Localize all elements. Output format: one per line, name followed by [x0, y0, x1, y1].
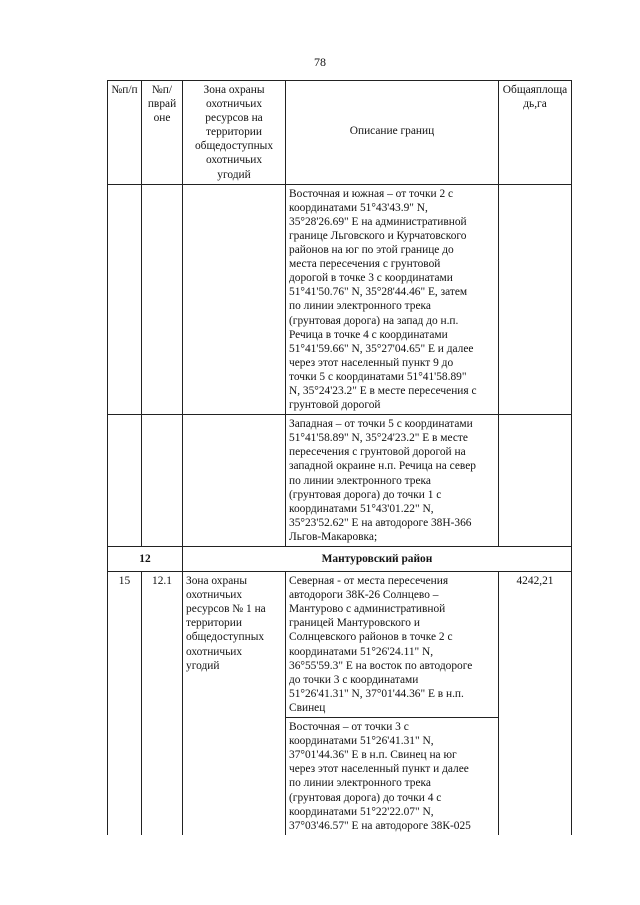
text-line: Мантурово с административной — [289, 603, 446, 616]
text-line: через этот населенный пункт и далее — [289, 763, 469, 776]
text-line: 36°55'59.3" Е на восток по автодороге — [289, 659, 473, 672]
cell-zone — [183, 184, 286, 415]
cell-area — [499, 184, 572, 415]
text-line: Западная – от точки 5 с координатами — [289, 418, 473, 431]
east-south-boundary-description — [286, 184, 499, 415]
text-line: (грунтовая дорога) на запад до н.п. — [289, 314, 459, 327]
entry-area: 4242,21 — [499, 572, 572, 718]
text-line: границе Льговского и Курчатовского — [289, 229, 467, 242]
text-line: (грунтовая дорога) до точки 4 с — [289, 791, 442, 804]
text-line: по линии электронного трека — [289, 777, 431, 790]
text-line: га — [537, 98, 547, 111]
text-line: 35°23'52.62" Е на автодороге 38Н-366 — [289, 516, 472, 529]
entry-number: 15 — [108, 572, 142, 718]
table-row — [108, 718, 572, 835]
text-line: № — [151, 84, 163, 96]
text-line: ресурсов № 1 на — [186, 603, 266, 616]
text-line: в — [153, 98, 160, 111]
text-line: площадь, — [523, 84, 568, 111]
entry-number-in-region: 12.1 — [142, 572, 183, 718]
region-row — [108, 547, 572, 572]
text-line: районе — [153, 98, 177, 125]
cell-number-in-region — [142, 415, 183, 547]
cell-zone — [183, 718, 286, 835]
text-line: Общая — [502, 84, 536, 96]
cell-area — [499, 718, 572, 835]
text-line: охотничьих — [186, 645, 243, 658]
text-line: районов на юг по этой границе до — [289, 244, 454, 257]
text-line: п/п — [147, 84, 173, 111]
text-line: Солнцевского районов в точке 2 с — [289, 631, 453, 644]
text-line: автодороги 38К-26 Солнцево – — [289, 589, 439, 602]
header-col-area — [499, 81, 572, 185]
text-line: по линии электронного трека — [289, 474, 431, 487]
text-line: точки 5 с координатами 51°41'58.89" — [289, 370, 467, 383]
header-description-label: Описание границ — [349, 125, 435, 138]
text-line: 51°41'59.66" N, 35°27'04.65" Е и далее — [289, 342, 474, 355]
text-line: грунтовой дорогой — [289, 399, 381, 412]
text-line: Зона охраны — [186, 575, 248, 588]
text-line: 51°41'58.89" N, 35°24'23.2" Е в месте — [289, 432, 468, 445]
text-line: границей Мантуровского и — [289, 617, 420, 630]
text-line: координатами 51°43'43.9" N, — [289, 201, 428, 214]
cell-number — [108, 718, 142, 835]
region-name: Мантуровский район — [183, 547, 572, 572]
west-boundary-description — [286, 415, 499, 547]
text-line: охотничьих — [205, 154, 263, 167]
cell-number — [108, 415, 142, 547]
text-line: пересечения с грунтовой дорогой на — [289, 446, 466, 459]
text-line: до точки 3 с координатами — [289, 673, 419, 686]
text-line: общедоступных — [186, 631, 265, 644]
text-line: Свинец — [289, 701, 326, 714]
header-col-zone — [183, 81, 286, 185]
text-line: 51°41'50.76" N, 35°28'44.46" Е, затем — [289, 286, 468, 299]
text-line: 35°28'26.69" Е на административной — [289, 215, 467, 228]
text-line: территории — [186, 617, 242, 630]
cell-zone — [183, 415, 286, 547]
text-line: Зона охраны — [203, 84, 265, 96]
table-row — [108, 572, 572, 718]
text-line: п/п — [122, 84, 138, 96]
text-line: охотничьих — [186, 589, 243, 602]
text-line: западной окраине н.п. Речица на север — [289, 460, 476, 473]
text-line: координатами 51°22'22.07" N, — [289, 805, 434, 818]
text-line: по линии электронного трека — [289, 300, 431, 313]
cell-number — [108, 184, 142, 415]
text-line: 37°01'44.36" Е в н.п. Свинец на юг — [289, 749, 457, 762]
text-line: территории — [206, 126, 262, 139]
text-line: Восточная и южная – от точки 2 с — [289, 187, 454, 200]
cell-area — [499, 415, 572, 547]
text-line: координатами 51°26'41.31" N, — [289, 735, 434, 748]
table-row — [108, 184, 572, 415]
east-boundary-description — [286, 718, 499, 835]
text-line: Речица в точке 4 с координатами — [289, 328, 448, 341]
text-line: угодий — [186, 659, 220, 672]
header-col-number-in-region — [142, 81, 183, 185]
text-line: через этот населенный пункт 9 до — [289, 356, 454, 369]
text-line: места пересечения с грунтовой — [289, 258, 441, 271]
region-number: 12 — [108, 547, 183, 572]
text-line: общедоступных — [194, 140, 274, 153]
text-line: Восточная – от точки 3 с — [289, 721, 409, 734]
north-boundary-description — [286, 572, 499, 718]
boundaries-table — [107, 80, 572, 835]
text-line: ресурсов на — [205, 112, 263, 125]
text-line: 37°03'46.57" Е на автодороге 38К-025 — [289, 819, 471, 832]
text-line: координатами 51°26'24.11" N, — [289, 645, 434, 658]
text-line: координатами 51°43'01.22" N, — [289, 502, 434, 515]
cell-number-in-region — [142, 718, 183, 835]
entry-zone-name — [183, 572, 286, 718]
text-line: 51°26'41.31" N, 37°01'44.36" Е в н.п. — [289, 687, 464, 700]
table-row — [108, 415, 572, 547]
cell-number-in-region — [142, 184, 183, 415]
text-line: Северная - от места пересечения — [289, 575, 449, 588]
table-header-row — [108, 81, 572, 185]
header-col-number — [108, 81, 142, 185]
text-line: (грунтовая дорога) до точки 1 с — [289, 488, 442, 501]
text-line: угодий — [217, 168, 251, 181]
text-line: Льгов-Макаровка; — [289, 530, 378, 543]
header-col-description — [286, 81, 499, 185]
text-line: N, 35°24'23.2" Е в месте пересечения с — [289, 384, 477, 397]
page-number: 78 — [314, 55, 326, 69]
text-line: охотничьих — [205, 98, 263, 111]
text-line: дорогой в точке 3 с координатами — [289, 272, 453, 285]
text-line: № — [111, 84, 123, 96]
